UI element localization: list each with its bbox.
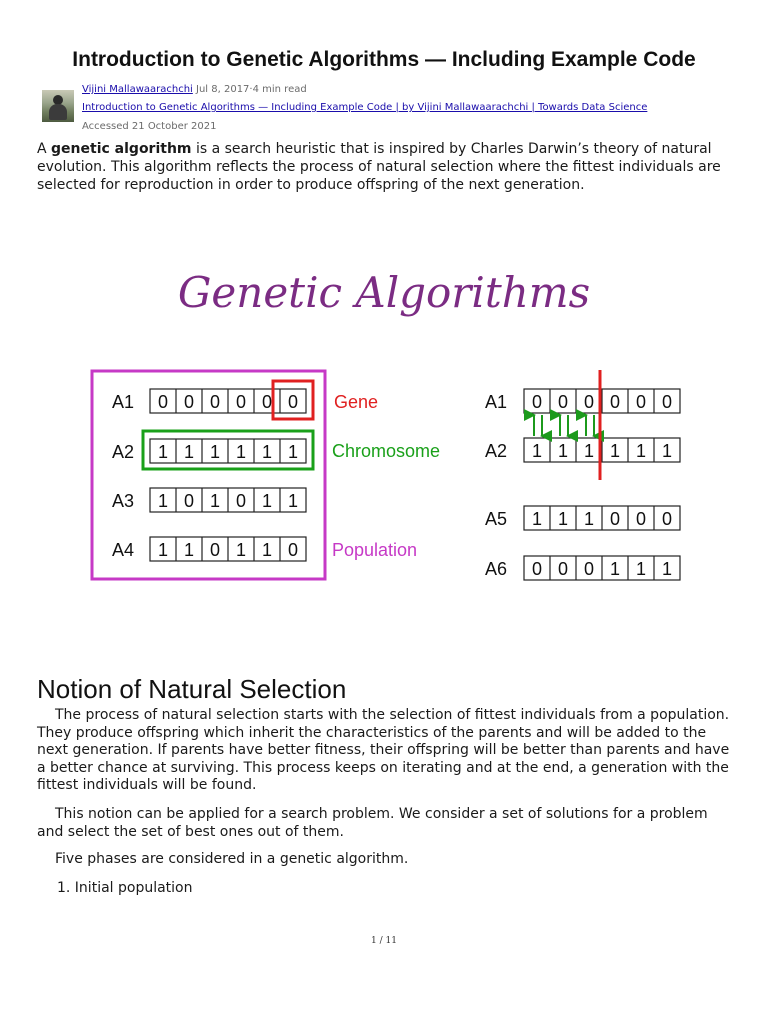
gene-cell: 1 [157,442,169,462]
reference-line [82,102,647,113]
article-title: Introduction to Genetic Algorithms — Including Example Code [72,48,696,71]
gene-cell: 1 [261,491,273,511]
intro-paragraph [37,140,737,194]
row-label: A1 [112,392,135,412]
gene-cell: 1 [609,441,621,461]
figure-title: Genetic Algorithms [177,268,591,317]
gene-cell: 0 [557,559,569,579]
gene-cell: 0 [635,509,647,529]
gene-cell: 0 [583,559,595,579]
gene-cell: 1 [287,442,299,462]
gene-cell: 0 [583,392,595,412]
page-number: 1 / 11 [371,936,397,946]
gene-cell: 1 [661,441,673,461]
gene-cell: 1 [557,509,569,529]
gene-cell: 1 [209,491,221,511]
chromosome-row [485,438,680,462]
gene-cell: 0 [209,540,221,560]
date-read: Jul 8, 2017·4 min read [192,84,307,95]
chromosome-row [112,537,306,561]
gene-cell: 1 [235,540,247,560]
gene-cell: 1 [635,441,647,461]
gene-cell: 1 [557,441,569,461]
gene-cell: 1 [583,441,595,461]
gene-cell: 0 [287,392,299,412]
gene-cell: 1 [209,442,221,462]
reference-link[interactable]: Introduction to Genetic Algorithms — Including Example Code | by Vijini Mallawaarachchi | Towards Data Science [82,102,648,113]
gene-cell: 1 [531,509,543,529]
author-avatar [42,90,74,122]
intro-term: genetic algorithm [51,141,192,157]
section-paragraph-1: The process of natural selection starts with the selection of fittest individuals from a population. They produce offspring which inherit the characteristics of the parents and will be added to the next generation. If parents have better fitness, their offspring will be better than parents and have a better chance at surviving. This process keeps on iterating and at the end, a generation with the fittest individuals will be found. [37,707,730,793]
gene-cell: 1 [157,491,169,511]
row-label: A6 [485,559,508,579]
gene-label: Gene [334,392,379,412]
row-label: A2 [112,442,135,462]
chromosome-label: Chromosome [332,441,441,461]
intro-prefix: A [37,141,52,157]
gene-cell: 0 [183,392,195,412]
accessed-date: Accessed 21 October 2021 [82,121,217,132]
gene-cell: 1 [157,540,169,560]
section-paragraph-3: Five phases are considered in a genetic algorithm. [55,851,409,867]
gene-cell: 0 [261,392,273,412]
gene-cell: 0 [635,392,647,412]
gene-cell: 1 [661,559,673,579]
chromosome-row [485,389,680,413]
crossover-arrows [534,415,594,436]
row-label: A2 [485,441,508,461]
gene-cell: 0 [557,392,569,412]
gene-cell: 1 [531,441,543,461]
gene-cell: 0 [183,491,195,511]
row-label: A1 [485,392,508,412]
population-label: Population [332,540,418,560]
section-heading: Notion of Natural Selection [37,674,347,704]
gene-cell: 0 [609,509,621,529]
genetic-algorithms-figure [0,250,768,610]
intro-text: is a search heuristic that is inspired by Charles Darwin’s theory of natural evolution. This algorithm reflects the process of natural selection where the fittest individuals are selected for reproduction in order to produce offspring of the next generation. [37,141,721,193]
chromosome-row [112,488,306,512]
gene-cell: 1 [235,442,247,462]
section-paragraph-2: This notion can be applied for a search problem. We consider a set of solutions for a problem and select the set of best ones out of them. [37,806,708,840]
gene-cell: 0 [531,392,543,412]
chromosome-row [485,556,680,580]
row-label: A3 [112,491,135,511]
gene-cell: 0 [235,491,247,511]
gene-cell: 1 [583,509,595,529]
gene-cell: 1 [261,540,273,560]
row-label: A4 [112,540,135,560]
crossover-rows [485,389,680,580]
gene-cell: 0 [209,392,221,412]
author-link[interactable]: Vijini Mallawaarachchi [82,84,193,95]
gene-cell: 1 [183,442,195,462]
gene-cell: 1 [183,540,195,560]
list-item-initial-population: 1. Initial population [57,880,193,896]
author-line [82,84,307,95]
gene-cell: 0 [609,392,621,412]
chromosome-row [112,389,306,413]
gene-cell: 1 [261,442,273,462]
gene-cell: 1 [635,559,647,579]
gene-cell: 0 [661,392,673,412]
row-label: A5 [485,509,508,529]
chromosome-row [112,439,306,463]
gene-cell: 1 [609,559,621,579]
gene-cell: 0 [235,392,247,412]
gene-cell: 0 [287,540,299,560]
gene-cell: 1 [287,491,299,511]
gene-cell: 0 [531,559,543,579]
gene-cell: 0 [157,392,169,412]
chromosome-row [485,506,680,530]
population-rows [112,389,306,561]
gene-cell: 0 [661,509,673,529]
